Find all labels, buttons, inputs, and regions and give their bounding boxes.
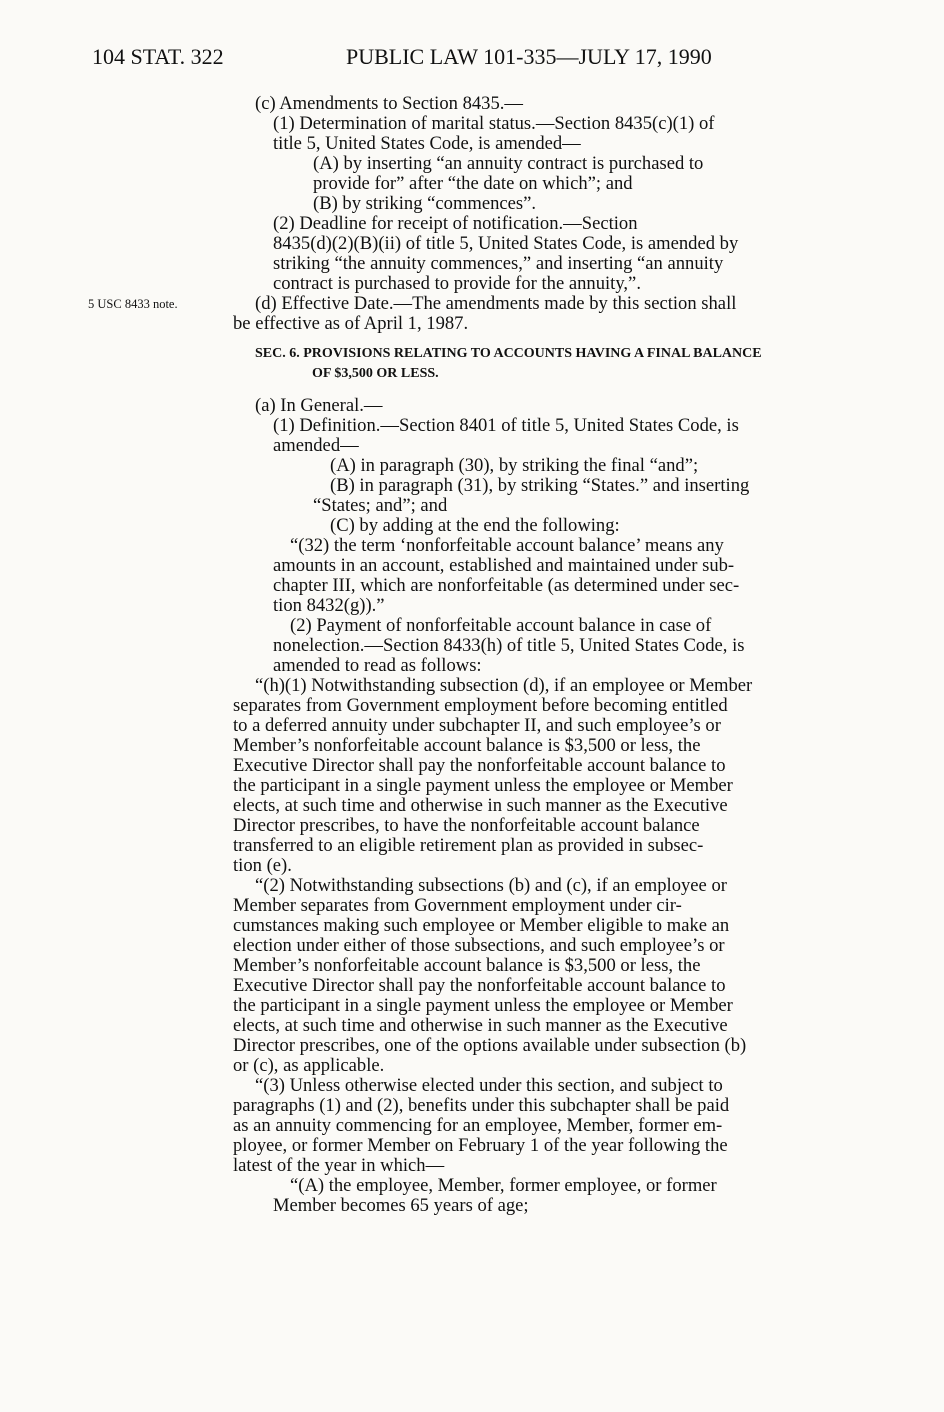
text-line: (2) Payment of nonforfeitable account balance in case of: [290, 615, 712, 636]
text-line: the participant in a single payment unless the employee or Member: [233, 775, 733, 796]
text-line: Member’s nonforfeitable account balance is $3,500 or less, the: [233, 955, 701, 976]
text-line: be effective as of April 1, 1987.: [233, 313, 469, 334]
section-heading: SEC. 6. PROVISIONS RELATING TO ACCOUNTS HAVING A FINAL BALANCE: [255, 346, 762, 361]
statute-page-ref: 104 STAT. 322: [92, 44, 224, 69]
text-line: tion (e).: [233, 855, 292, 876]
text-line: Member becomes 65 years of age;: [273, 1195, 529, 1216]
text-line: (d) Effective Date.—The amendments made by this section shall: [255, 293, 737, 314]
text-line: “(2) Notwithstanding subsections (b) and (c), if an employee or: [255, 875, 727, 896]
text-line: amounts in an account, established and maintained under sub-: [273, 555, 735, 576]
text-line: the participant in a single payment unless the employee or Member: [233, 995, 733, 1016]
text-line: “(h)(1) Notwithstanding subsection (d), if an employee or Member: [255, 675, 753, 696]
text-line: Member’s nonforfeitable account balance is $3,500 or less, the: [233, 735, 701, 756]
text-line: chapter III, which are nonforfeitable (as determined under sec-: [273, 575, 740, 596]
section-heading-cont: OF $3,500 OR LESS.: [312, 366, 439, 381]
text-line: or (c), as applicable.: [233, 1055, 385, 1076]
text-line: provide for” after “the date on which”; and: [313, 173, 633, 194]
text-line: amended to read as follows:: [273, 655, 482, 676]
text-line: (1) Definition.—Section 8401 of title 5, United States Code, is: [273, 415, 739, 436]
text-line: Member separates from Government employment under cir-: [233, 895, 682, 916]
text-line: 8435(d)(2)(B)(ii) of title 5, United States Code, is amended by: [273, 233, 739, 254]
text-line: “(A) the employee, Member, former employee, or former: [290, 1175, 717, 1196]
text-line: (c) Amendments to Section 8435.—: [255, 93, 524, 114]
text-line: (A) in paragraph (30), by striking the final “and”;: [330, 455, 699, 476]
text-line: as an annuity commencing for an employee, Member, former em-: [233, 1115, 723, 1136]
text-line: Executive Director shall pay the nonforfeitable account balance to: [233, 755, 726, 776]
text-line: Director prescribes, to have the nonforfeitable account balance: [233, 815, 700, 836]
text-line: ployee, or former Member on February 1 of the year following the: [233, 1135, 728, 1156]
text-line: (a) In General.—: [255, 395, 383, 416]
text-line: separates from Government employment before becoming entitled: [233, 695, 728, 716]
text-line: paragraphs (1) and (2), benefits under this subchapter shall be paid: [233, 1095, 730, 1116]
text-line: nonelection.—Section 8433(h) of title 5, United States Code, is: [273, 635, 745, 656]
text-line: cumstances making such employee or Member eligible to make an: [233, 915, 730, 936]
text-line: “States; and”; and: [313, 495, 448, 516]
text-line: elects, at such time and otherwise in such manner as the Executive: [233, 795, 728, 816]
text-line: (1) Determination of marital status.—Section 8435(c)(1) of: [273, 113, 715, 134]
text-line: amended—: [273, 435, 359, 456]
text-line: “(32) the term ‘nonforfeitable account balance’ means any: [290, 535, 724, 556]
text-line: Executive Director shall pay the nonforfeitable account balance to: [233, 975, 726, 996]
text-line: transferred to an eligible retirement plan as provided in subsec-: [233, 835, 704, 856]
text-line: contract is purchased to provide for the annuity,”.: [273, 273, 641, 294]
text-line: title 5, United States Code, is amended—: [273, 133, 581, 154]
text-line: “(3) Unless otherwise elected under this section, and subject to: [255, 1075, 723, 1096]
text-line: (B) by striking “commences”.: [313, 193, 537, 214]
text-line: (A) by inserting “an annuity contract is purchased to: [313, 153, 704, 174]
text-line: latest of the year in which—: [233, 1155, 445, 1176]
text-line: striking “the annuity commences,” and inserting “an annuity: [273, 253, 724, 274]
text-line: to a deferred annuity under subchapter II, and such employee’s or: [233, 715, 721, 736]
text-line: tion 8432(g)).”: [273, 595, 385, 616]
text-line: (B) in paragraph (31), by striking “States.” and inserting: [330, 475, 750, 496]
margin-note: 5 USC 8433 note.: [88, 297, 178, 311]
text-line: (2) Deadline for receipt of notification.—Section: [273, 213, 638, 234]
page-header-title: PUBLIC LAW 101-335—JULY 17, 1990: [346, 44, 712, 69]
text-line: election under either of those subsections, and such employee’s or: [233, 935, 725, 956]
text-line: elects, at such time and otherwise in such manner as the Executive: [233, 1015, 728, 1036]
text-line: (C) by adding at the end the following:: [330, 515, 620, 536]
text-line: Director prescribes, one of the options available under subsection (b): [233, 1035, 747, 1056]
